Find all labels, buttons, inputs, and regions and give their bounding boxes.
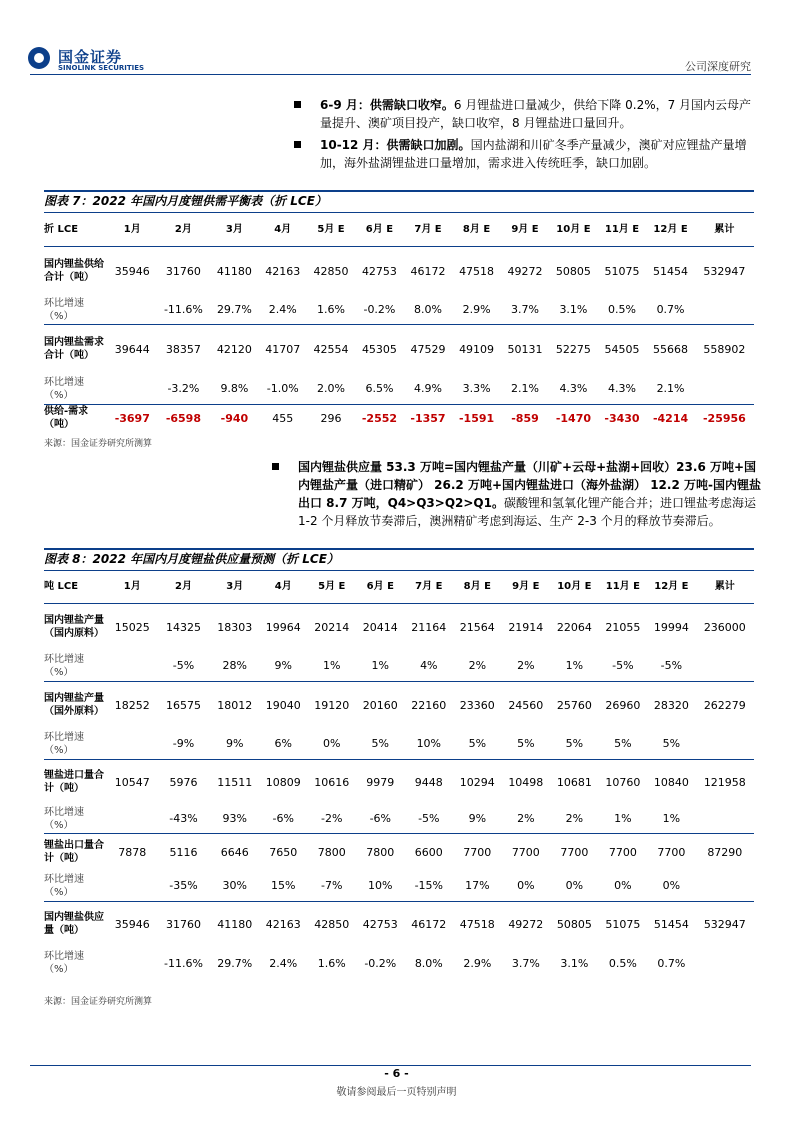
- bullet-square-icon: [294, 101, 301, 108]
- chart8-source: 来源：国金证券研究所测算: [44, 997, 153, 1007]
- header-cell: 11月 E: [605, 581, 640, 593]
- table-cell: 296: [307, 404, 355, 432]
- table-cell: 10294: [453, 759, 502, 805]
- table-cell: -3.2%: [167, 382, 200, 396]
- table-cell: -25956: [695, 404, 754, 432]
- table-cell: 21164: [405, 603, 454, 651]
- table-cell: 15025: [108, 603, 157, 651]
- table-cell: 29.7%: [217, 956, 253, 970]
- table-cell: -5%: [172, 659, 195, 673]
- table-cell: 1.6%: [317, 303, 345, 317]
- table-cell: 8.0%: [414, 956, 443, 970]
- table-cell: 54505: [598, 324, 647, 374]
- header-cell: 1月: [123, 224, 141, 236]
- table-cell: 19994: [647, 603, 696, 651]
- chart7-table: [44, 214, 754, 432]
- table-cell: 26960: [599, 681, 648, 729]
- table-cell: 5%: [468, 737, 487, 751]
- table-cell: 236000: [696, 603, 754, 651]
- table-cell: 9%: [226, 737, 244, 751]
- row-label: 环比增速（%）: [44, 731, 84, 756]
- table-row: [44, 729, 754, 759]
- row-label: 环比增速（%）: [44, 297, 84, 322]
- table-cell: 19040: [259, 681, 308, 729]
- table-cell: 3.7%: [511, 303, 539, 317]
- table-cell: 0%: [662, 879, 681, 893]
- table-cell: 28320: [647, 681, 696, 729]
- table-cell: 30%: [222, 879, 247, 893]
- header-cell: 3月: [226, 581, 244, 593]
- table-cell: 0.7%: [656, 303, 685, 317]
- table-cell: 9%: [274, 659, 292, 673]
- table-cell: -6598: [157, 404, 211, 432]
- table-cell: 7700: [550, 833, 599, 871]
- table-row: [44, 603, 754, 651]
- bullet-square-icon: [294, 141, 301, 148]
- table-cell: [696, 947, 754, 979]
- table-row: [44, 759, 754, 805]
- table-cell: 1%: [565, 659, 584, 673]
- table-cell: 87290: [696, 833, 754, 871]
- table-cell: 532947: [695, 246, 754, 296]
- table-cell: 7700: [502, 833, 551, 871]
- header-row: [44, 214, 754, 246]
- header-cell: 2月: [175, 581, 192, 593]
- table-cell: 45305: [355, 324, 404, 374]
- row-label: 国内锂盐供应量（吨）: [44, 901, 108, 947]
- table-cell: -7%: [321, 879, 343, 893]
- header-cell: 9月 E: [511, 224, 539, 236]
- doc-type: 公司深度研究: [685, 60, 751, 73]
- table-cell: 7700: [453, 833, 502, 871]
- table-cell: 5976: [157, 759, 211, 805]
- table-cell: 10498: [502, 759, 551, 805]
- table-cell: 51454: [646, 246, 695, 296]
- table-cell: 24560: [502, 681, 551, 729]
- table-cell: 262279: [696, 681, 754, 729]
- logo-name-en: SINOLINK SECURITIES: [58, 64, 145, 72]
- header-cell: 12月 E: [654, 581, 689, 593]
- table-cell: -3697: [108, 404, 157, 432]
- table-cell: -940: [210, 404, 258, 432]
- table-cell: 9.8%: [220, 382, 249, 396]
- table-row: [44, 681, 754, 729]
- header-cell: 8月 E: [463, 581, 491, 593]
- bullet-text: 碳酸锂和氢氧化锂产能合并；进口锂盐考虑海运 1-2 个月释放节奏滞后，澳洲精矿考虑到海运、生产 2-3 个月的释放节奏滞后。: [298, 496, 756, 528]
- table-cell: 2.0%: [317, 382, 345, 396]
- footer-divider: [30, 1065, 751, 1066]
- table-cell: 6646: [210, 833, 259, 871]
- header-cell: 1月: [123, 581, 141, 593]
- header-cell: 折 LCE: [44, 224, 79, 236]
- bullet-supply: [272, 458, 762, 530]
- table-row: [44, 296, 754, 324]
- table-cell: 2%: [517, 659, 535, 673]
- table-cell: -43%: [169, 812, 198, 826]
- table-cell: 3.1%: [560, 956, 589, 970]
- table-cell: 5116: [157, 833, 211, 871]
- row-label: 环比增速（%）: [44, 873, 84, 898]
- table-cell: 49272: [501, 246, 549, 296]
- table-cell: 3.3%: [462, 382, 491, 396]
- table-cell: 9979: [356, 759, 405, 805]
- row-label: 环比增速（%）: [44, 806, 84, 831]
- table-cell: -9%: [172, 737, 195, 751]
- table-cell: [108, 947, 157, 979]
- table-cell: -3430: [598, 404, 647, 432]
- table-cell: 9448: [405, 759, 454, 805]
- row-label: 国内锂盐产量（国外原料）: [44, 681, 108, 729]
- table-cell: 121958: [696, 759, 754, 805]
- table-cell: 42753: [356, 901, 405, 947]
- bullet-6-9: [294, 96, 754, 132]
- table-cell: 18012: [210, 681, 259, 729]
- table-cell: 38357: [157, 324, 211, 374]
- table-cell: -4214: [646, 404, 695, 432]
- table-cell: 93%: [222, 812, 247, 826]
- table-cell: -11.6%: [163, 303, 203, 317]
- chart8-table: [44, 571, 754, 979]
- header-cell: 7月 E: [414, 224, 442, 236]
- table-cell: 46172: [404, 246, 453, 296]
- table-cell: 42850: [308, 901, 357, 947]
- table-cell: 2.1%: [656, 382, 685, 396]
- table-cell: 3.1%: [559, 303, 588, 317]
- table-cell: 41707: [259, 324, 307, 374]
- table-cell: 10616: [308, 759, 357, 805]
- table-cell: -859: [501, 404, 549, 432]
- table-cell: [108, 729, 157, 759]
- table-cell: 2.9%: [463, 956, 492, 970]
- table-cell: -1591: [452, 404, 501, 432]
- header-cell: 4月: [274, 581, 292, 593]
- table-cell: 5%: [565, 737, 584, 751]
- bullet-text: 6 月锂盐进口量减少，供给下降 0.2%，7 月国内云母产量提升、澳矿项目投产，缺口收窄，8 月锂盐进口量回升。: [320, 98, 752, 130]
- table-cell: 14325: [157, 603, 211, 651]
- table-cell: 0%: [565, 879, 584, 893]
- table-cell: 5%: [614, 737, 632, 751]
- table-cell: 21055: [599, 603, 648, 651]
- table-cell: 3.7%: [511, 956, 540, 970]
- table-row: [44, 374, 754, 404]
- table-cell: 49272: [502, 901, 551, 947]
- header-cell: 11月 E: [604, 224, 640, 236]
- header-cell: 7月 E: [415, 581, 443, 593]
- table-cell: 51454: [647, 901, 696, 947]
- table-cell: [695, 374, 754, 404]
- header-cell: 2月: [174, 224, 192, 236]
- table-cell: 1%: [323, 659, 341, 673]
- table-cell: 10840: [647, 759, 696, 805]
- table-cell: 17%: [465, 879, 490, 893]
- table-cell: -15%: [414, 879, 443, 893]
- page-number: - 6 -: [384, 1067, 409, 1080]
- table-cell: 2.9%: [462, 303, 491, 317]
- table-cell: 50131: [501, 324, 549, 374]
- table-cell: 2%: [468, 659, 487, 673]
- table-row: [44, 947, 754, 979]
- table-cell: 4.3%: [559, 382, 588, 396]
- bullet-10-12: [294, 136, 754, 172]
- table-cell: 20214: [308, 603, 357, 651]
- table-cell: 31760: [157, 901, 211, 947]
- table-cell: 51075: [598, 246, 647, 296]
- table-cell: 51075: [599, 901, 648, 947]
- table-cell: 19964: [259, 603, 308, 651]
- table-cell: 4.3%: [608, 382, 636, 396]
- table-cell: 46172: [405, 901, 454, 947]
- header-divider: [30, 74, 751, 75]
- table-cell: 10%: [416, 737, 442, 751]
- chart7-source: 来源：国金证券研究所测算: [44, 439, 153, 449]
- table-cell: 558902: [695, 324, 754, 374]
- table-cell: 42850: [307, 246, 355, 296]
- table-cell: -6%: [369, 812, 391, 826]
- row-label: 供给-需求（吨）: [44, 404, 108, 432]
- table-row: [44, 404, 754, 432]
- table-cell: 20414: [356, 603, 405, 651]
- bullet-text: 国内盐湖和川矿冬季产量减少，澳矿对应锂盐产量增加，海外盐湖锂盐进口量增加，需求进入传统旺季，缺口加剧。: [320, 138, 747, 170]
- table-cell: 52275: [549, 324, 598, 374]
- table-cell: 5%: [371, 737, 389, 751]
- row-label: 锂盐进口量合计（吨）: [44, 759, 108, 805]
- table-cell: 0.7%: [657, 956, 686, 970]
- table-cell: 35946: [108, 246, 157, 296]
- header-cell: 10月 E: [556, 224, 591, 236]
- table-cell: [108, 296, 157, 324]
- table-cell: 55668: [646, 324, 695, 374]
- table-cell: 18303: [210, 603, 259, 651]
- table-cell: 1%: [371, 659, 389, 673]
- table-cell: 0%: [323, 737, 341, 751]
- table-cell: 42163: [259, 901, 308, 947]
- table-cell: 0.5%: [608, 956, 637, 970]
- chart8-title: 图表 8：2022 年国内月度锂盐供应量预测（折 LCE）: [44, 548, 754, 571]
- table-cell: 455: [259, 404, 307, 432]
- header-cell: 3月: [225, 224, 243, 236]
- table-cell: [108, 871, 157, 901]
- header-cell: 4月: [274, 224, 292, 236]
- table-cell: 18252: [108, 681, 157, 729]
- row-label: 环比增速（%）: [44, 653, 84, 678]
- table-cell: 35946: [108, 901, 157, 947]
- table-cell: 2.4%: [269, 956, 298, 970]
- table-cell: 47518: [453, 901, 502, 947]
- table-cell: 41180: [210, 246, 258, 296]
- table-cell: -2552: [355, 404, 404, 432]
- table-cell: 1.6%: [317, 956, 346, 970]
- table-cell: 50805: [549, 246, 598, 296]
- table-cell: 42554: [307, 324, 355, 374]
- bullet-heading: 国内锂盐供应量 53.3 万吨=国内锂盐产量（川矿+云母+盐湖+回收）23.6 万吨+国内锂盐产量（进口精矿） 26.2 万吨+国内锂盐进口（海外盐湖） 12.2 万吨-国内锂盐出口 8.7 万吨，Q4>Q3>Q2>Q1。: [298, 460, 761, 510]
- table-cell: 7700: [599, 833, 648, 871]
- header-cell: 累计: [714, 224, 735, 236]
- table-cell: 7800: [356, 833, 405, 871]
- table-cell: 5%: [662, 737, 681, 751]
- bullet-heading: 10-12 月：供需缺口加剧。: [320, 138, 471, 152]
- table-cell: 15%: [271, 879, 296, 893]
- table-cell: 6.5%: [365, 382, 394, 396]
- row-label: 环比增速（%）: [44, 376, 84, 401]
- table-cell: 49109: [452, 324, 501, 374]
- table-cell: -11.6%: [164, 956, 203, 970]
- table-cell: -1470: [549, 404, 598, 432]
- table-cell: -2%: [321, 812, 343, 826]
- table-cell: [696, 729, 754, 759]
- table-row: [44, 651, 754, 681]
- table-cell: 2.4%: [268, 303, 297, 317]
- table-cell: -5%: [612, 659, 634, 673]
- table-cell: 1%: [614, 812, 632, 826]
- bullet-square-icon: [272, 463, 279, 470]
- table-cell: 10547: [108, 759, 157, 805]
- table-cell: 41180: [210, 901, 259, 947]
- table-cell: -0.2%: [363, 303, 396, 317]
- table-cell: 16575: [157, 681, 211, 729]
- table-cell: 7700: [647, 833, 696, 871]
- table-cell: 31760: [157, 246, 211, 296]
- header-cell: 6月 E: [366, 581, 394, 593]
- header-cell: 累计: [714, 581, 735, 593]
- table-cell: 21564: [453, 603, 502, 651]
- logo-icon: [28, 47, 50, 69]
- table-cell: [695, 296, 754, 324]
- table-cell: [108, 374, 157, 404]
- table-cell: 7800: [308, 833, 357, 871]
- chart7-title: 图表 7：2022 年国内月度锂供需平衡表（折 LCE）: [44, 190, 754, 213]
- table-cell: [696, 651, 754, 681]
- table-cell: [696, 805, 754, 833]
- table-row: [44, 871, 754, 901]
- table-cell: 7878: [108, 833, 157, 871]
- table-cell: [696, 871, 754, 901]
- header-cell: 5月 E: [317, 224, 345, 236]
- table-cell: 9%: [468, 812, 487, 826]
- header-cell: 12月 E: [653, 224, 688, 236]
- table-cell: 50805: [550, 901, 599, 947]
- table-cell: 6600: [405, 833, 454, 871]
- table-cell: -6%: [272, 812, 294, 826]
- row-label: 锂盐出口量合计（吨）: [44, 833, 108, 871]
- table-cell: 2.1%: [511, 382, 539, 396]
- bullet-heading: 6-9 月：供需缺口收窄。: [320, 98, 454, 112]
- row-label: 环比增速（%）: [44, 951, 84, 975]
- table-cell: 47529: [404, 324, 453, 374]
- table-cell: 6%: [274, 737, 292, 751]
- table-cell: -1.0%: [266, 382, 299, 396]
- table-cell: 19120: [308, 681, 357, 729]
- table-cell: 10%: [368, 879, 393, 893]
- footer-disclaimer: 敬请参阅最后一页特别声明: [336, 1087, 457, 1098]
- logo-name-cn: 国金证券: [58, 48, 123, 66]
- table-cell: -5%: [660, 659, 683, 673]
- table-cell: 10760: [599, 759, 648, 805]
- header-cell: 吨 LCE: [44, 581, 79, 593]
- header-cell: 6月 E: [365, 224, 394, 236]
- header-row: [44, 571, 754, 603]
- table-cell: 11511: [210, 759, 259, 805]
- table-cell: 8.0%: [414, 303, 442, 317]
- table-cell: 23360: [453, 681, 502, 729]
- table-cell: 22064: [550, 603, 599, 651]
- table-cell: -0.2%: [364, 956, 397, 970]
- table-cell: 532947: [696, 901, 754, 947]
- table-cell: 0%: [517, 879, 535, 893]
- table-cell: 28%: [222, 659, 247, 673]
- row-label: 国内锂盐产量（国内原料）: [44, 603, 108, 651]
- table-cell: 42120: [210, 324, 258, 374]
- table-cell: 5%: [517, 737, 535, 751]
- table-cell: 4%: [420, 659, 438, 673]
- table-cell: 4.9%: [414, 382, 442, 396]
- table-cell: 7650: [259, 833, 308, 871]
- table-cell: 29.7%: [216, 303, 252, 317]
- table-row: [44, 833, 754, 871]
- table-cell: -35%: [169, 879, 198, 893]
- table-cell: [108, 651, 157, 681]
- table-row: [44, 901, 754, 947]
- table-cell: 25760: [550, 681, 599, 729]
- table-cell: 0.5%: [608, 303, 636, 317]
- table-cell: 47518: [452, 246, 501, 296]
- header-cell: 9月 E: [512, 581, 540, 593]
- header-cell: 5月 E: [318, 581, 346, 593]
- row-label: 国内锂盐供给合计（吨）: [44, 246, 108, 296]
- table-cell: [108, 805, 157, 833]
- table-cell: 39644: [108, 324, 157, 374]
- row-label: 国内锂盐需求合计（吨）: [44, 324, 108, 374]
- table-cell: 42163: [259, 246, 307, 296]
- table-cell: 22160: [405, 681, 454, 729]
- table-cell: -1357: [404, 404, 453, 432]
- table-row: [44, 246, 754, 296]
- header-cell: 10月 E: [557, 581, 592, 593]
- table-cell: 10809: [259, 759, 308, 805]
- table-cell: 2%: [565, 812, 584, 826]
- table-cell: 42753: [355, 246, 404, 296]
- table-cell: 2%: [517, 812, 535, 826]
- table-row: [44, 805, 754, 833]
- table-row: [44, 324, 754, 374]
- table-cell: 20160: [356, 681, 405, 729]
- table-cell: 0%: [614, 879, 632, 893]
- table-cell: 1%: [662, 812, 681, 826]
- table-cell: 10681: [550, 759, 599, 805]
- table-cell: -5%: [418, 812, 440, 826]
- header-cell: 8月 E: [462, 224, 491, 236]
- table-cell: 21914: [502, 603, 551, 651]
